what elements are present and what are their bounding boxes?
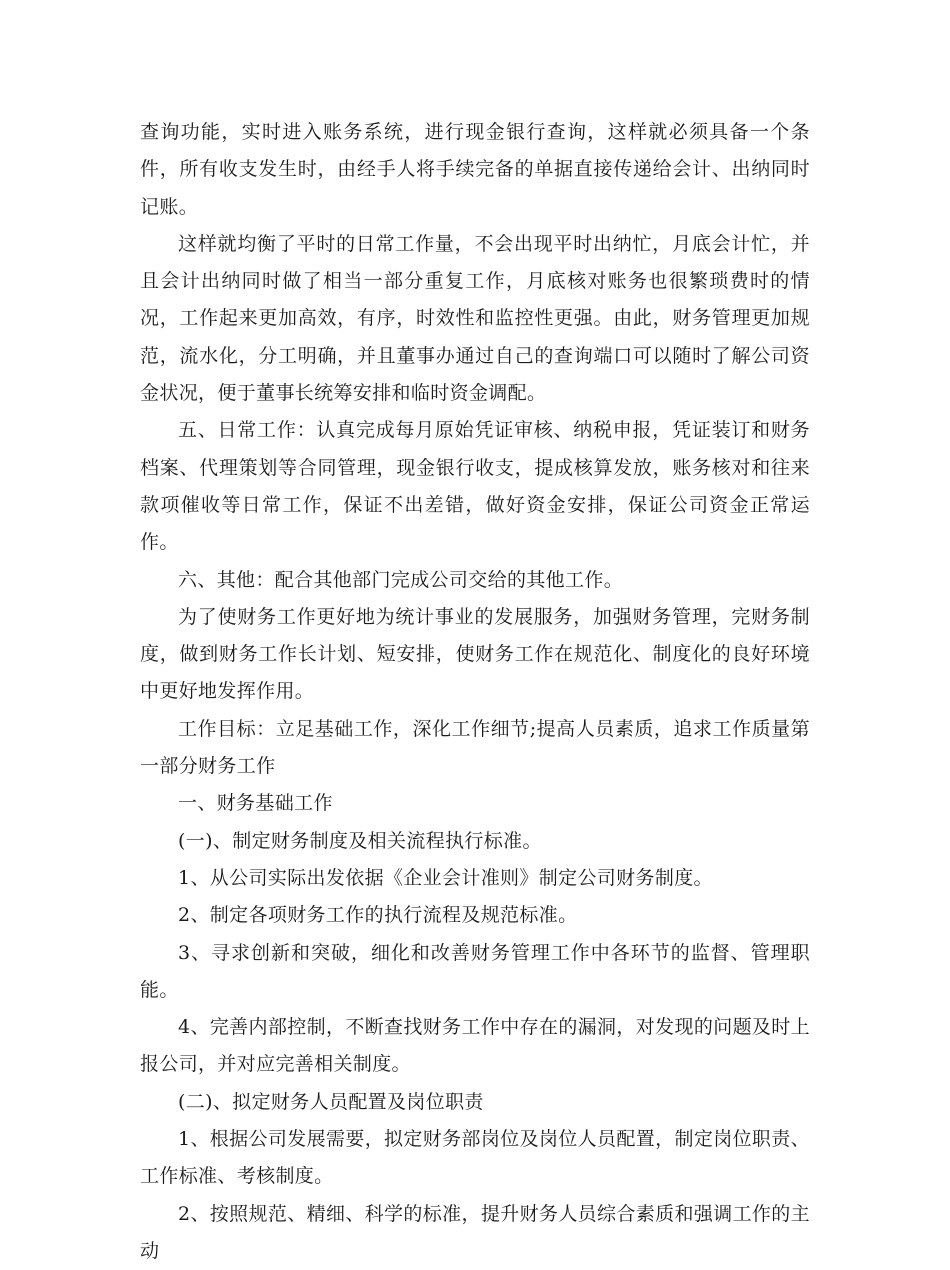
subsection-heading: (一)、制定财务制度及相关流程执行标准。 (178, 829, 542, 852)
paragraph: 五、日常工作：认真完成每月原始凭证审核、纳税申报，凭证装订和财务档案、代理策划等合同管理，现金银行收支，提成核算发放，账务核对和往来款项催收等日常工作，保证不出差错，做好资金安排，保证公司资金正常运作。 (140, 419, 810, 554)
list-item: 2、制定各项财务工作的执行流程及规范标准。 (178, 904, 578, 927)
list-item: 4、完善内部控制，不断查找财务工作中存在的漏洞，对发现的问题及时上报公司，并对应完善相关制度。 (140, 1016, 810, 1076)
paragraph: 为了使财务工作更好地为统计事业的发展服务，加强财务管理，完财务制度，做到财务工作长计划、短安排，使财务工作在规范化、制度化的良好环境中更好地发挥作用。 (140, 605, 810, 703)
section-heading: 一、财务基础工作 (178, 792, 333, 815)
list-item: 1、根据公司发展需要，拟定财务部岗位及岗位人员配置，制定岗位职责、工作标准、考核制度。 (140, 1128, 810, 1188)
paragraph: 查询功能，实时进入账务系统，进行现金银行查询，这样就必须具备一个条件，所有收支发生时，由经手人将手续完备的单据直接传递给会计、出纳同时记账。 (140, 121, 810, 218)
paragraph: 这样就均衡了平时的日常工作量，不会出现平时出纳忙，月底会计忙，并且会计出纳同时做了相当一部分重复工作，月底核对账务也很繁琐费时的情况，工作起来更加高效，有序，时效性和监控性更强。由此，财务管理更加规范，流水化，分工明确，并且董事办通过自己的查询端口可以随时了解公司资金状况，便于董事长统筹安排和临时资金调配。 (140, 232, 810, 405)
list-item: 2、按照规范、精细、科学的标准，提升财务人员综合素质和强调工作的主动 (140, 1202, 810, 1262)
list-item: 1、从公司实际出发依据《企业会计准则》制定公司财务制度。 (178, 866, 713, 889)
paragraph: 六、其他：配合其他部门完成公司交给的其他工作。 (178, 568, 624, 591)
subsection-heading: (二)、拟定财务人员配置及岗位职责 (178, 1090, 484, 1113)
list-item: 3、寻求创新和突破，细化和改善财务管理工作中各环节的监督、管理职能。 (140, 941, 810, 1001)
document-body (140, 114, 810, 1270)
paragraph: 工作目标：立足基础工作，深化工作细节;提高人员素质，追求工作质量第一部分财务工作 (140, 717, 810, 778)
